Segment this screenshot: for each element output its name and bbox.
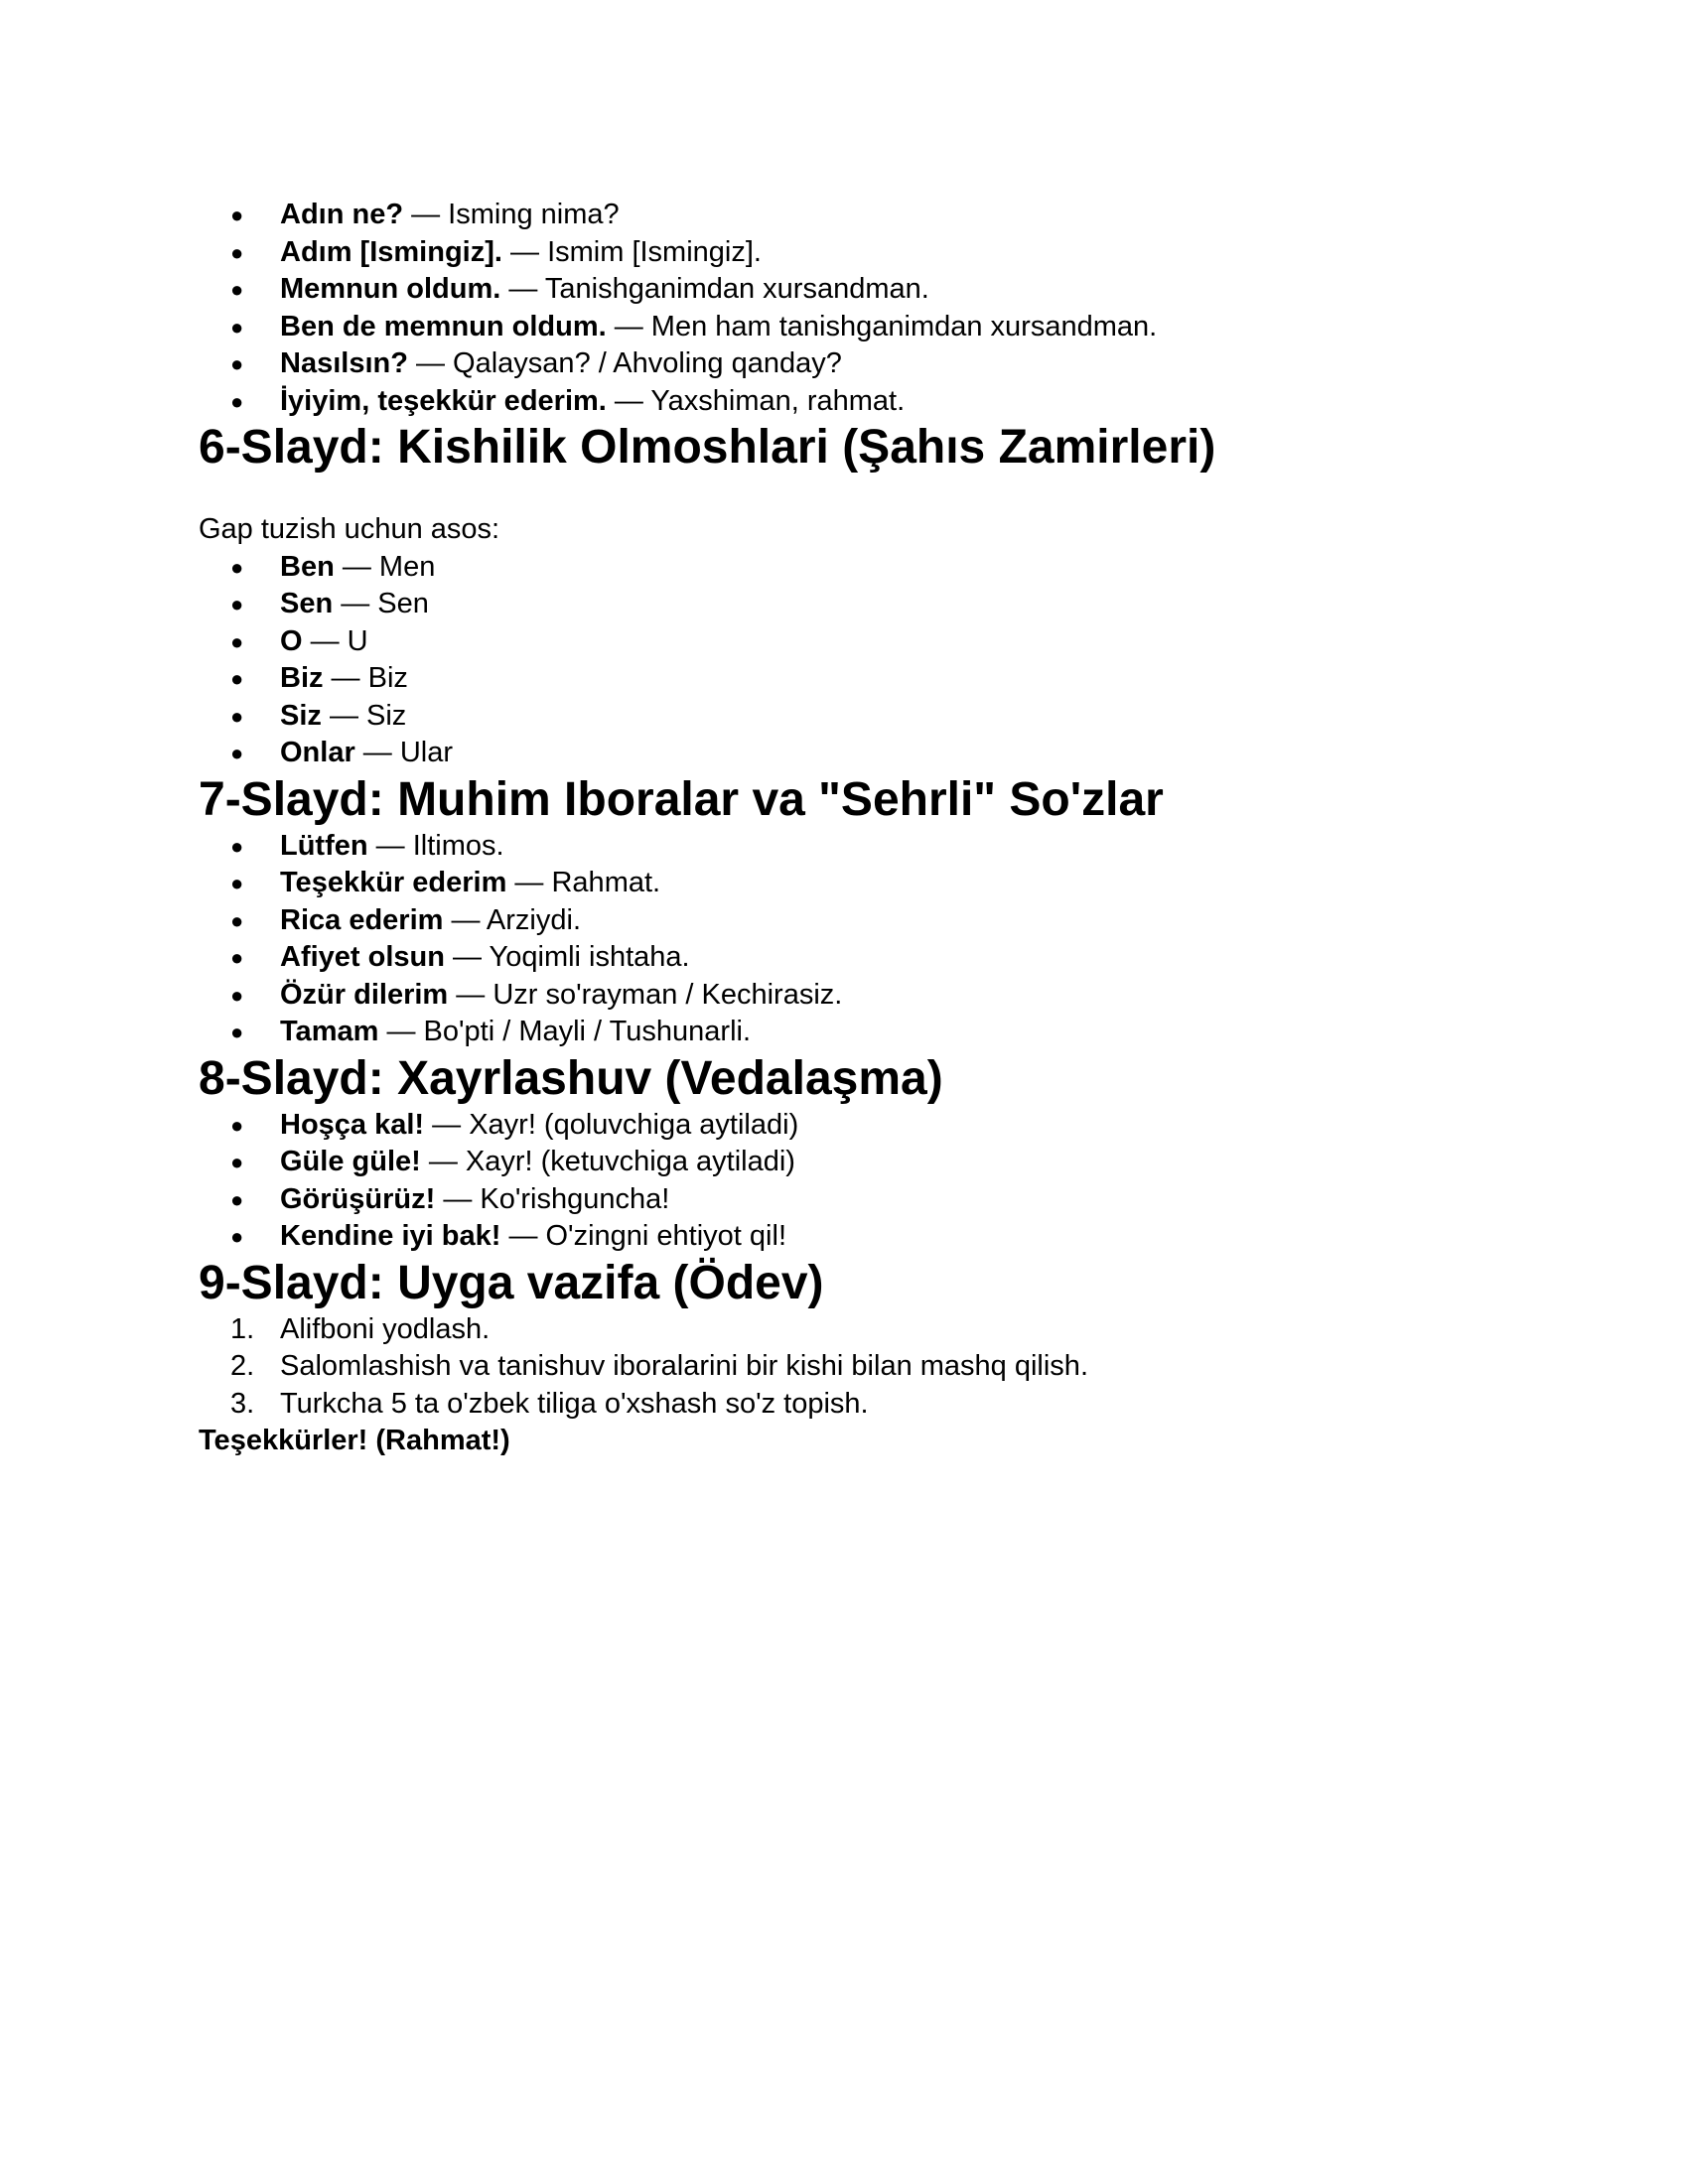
list-item	[199, 271, 1489, 309]
list-item	[199, 623, 1489, 661]
translation: — Yaxshiman, rahmat.	[606, 384, 906, 417]
term: Hoşça kal!	[280, 1108, 425, 1141]
term: Ben	[280, 550, 335, 583]
homework-list	[199, 1311, 1489, 1424]
term: Siz	[280, 699, 322, 732]
translation: — Yoqimli ishtaha.	[444, 941, 690, 973]
term: Görüşürüz!	[280, 1182, 436, 1215]
term: Biz	[280, 662, 324, 694]
list-item	[199, 1386, 1489, 1424]
term: O	[280, 624, 303, 657]
list-item	[199, 383, 1489, 421]
list-item	[199, 1181, 1489, 1219]
slide7-title: 7-Slayd: Muhim Iboralar va "Sehrli" So'zlar	[199, 772, 1164, 826]
translation: — Xayr! (qoluvchiga aytiladi)	[424, 1108, 799, 1141]
list-number: 1.	[230, 1312, 255, 1345]
translation: — U	[302, 624, 368, 657]
term: Adım [Ismingiz].	[280, 235, 502, 268]
list-item	[199, 197, 1489, 234]
list-item	[199, 735, 1489, 772]
translation: — Ko'rishguncha!	[435, 1182, 670, 1215]
slide6-title: 6-Slayd: Kishilik Olmoshlari (Şahıs Zamirleri)	[199, 421, 1216, 474]
term: Kendine iyi bak!	[280, 1220, 501, 1252]
translation: — Biz	[323, 662, 408, 694]
term: Özür dilerim	[280, 978, 449, 1011]
translation: — Ular	[354, 737, 454, 768]
translation: — Isming nima?	[403, 199, 620, 230]
list-item	[199, 660, 1489, 698]
term: Adın ne?	[280, 199, 404, 230]
translation: — Qalaysan? / Ahvoling qanday?	[407, 347, 842, 379]
list-item	[199, 586, 1489, 623]
translation: — Rahmat.	[506, 867, 661, 898]
term: Onlar	[280, 737, 355, 768]
list-item	[199, 549, 1489, 587]
document-content	[199, 197, 1489, 1460]
farewell-list	[199, 1107, 1489, 1256]
translation: — Sen	[333, 588, 429, 619]
slide8-title: 8-Slayd: Xayrlashuv (Vedalaşma)	[199, 1051, 943, 1105]
term: İyiyim, teşekkür ederim.	[280, 384, 607, 417]
term: Lütfen	[280, 829, 368, 862]
term: Nasılsın?	[280, 347, 408, 379]
translation: — Bo'pti / Mayli / Tushunarli.	[378, 1016, 752, 1047]
term: Ben de memnun oldum.	[280, 310, 607, 342]
list-item	[199, 977, 1489, 1015]
translation: — Uzr so'rayman / Kechirasiz.	[448, 978, 843, 1011]
slide9-title: 9-Slayd: Uyga vazifa (Ödev)	[199, 1256, 824, 1309]
phrases-list	[199, 828, 1489, 1051]
term: Memnun oldum.	[280, 273, 501, 305]
list-item	[199, 1218, 1489, 1256]
list-item	[199, 1144, 1489, 1181]
greetings-list	[199, 197, 1489, 420]
list-item	[199, 1014, 1489, 1051]
term: Sen	[280, 588, 334, 619]
list-item	[199, 828, 1489, 866]
list-item	[199, 939, 1489, 977]
list-item	[199, 234, 1489, 272]
slide6-intro: Gap tuzish uchun asos:	[199, 513, 500, 545]
translation: — Xayr! (ketuvchiga aytiladi)	[420, 1146, 795, 1177]
list-item	[199, 1107, 1489, 1145]
list-text: Salomlashish va tanishuv iboralarini bir kishi bilan mashq qilish.	[280, 1350, 1088, 1382]
term: Teşekkür ederim	[280, 867, 507, 898]
list-item	[199, 1311, 1489, 1349]
term: Güle güle!	[280, 1146, 421, 1177]
translation: — Arziydi.	[443, 903, 582, 936]
list-item	[199, 698, 1489, 736]
list-item	[199, 1348, 1489, 1386]
list-number: 3.	[230, 1387, 255, 1420]
translation: — Men ham tanishganimdan xursandman.	[606, 310, 1158, 342]
list-item	[199, 345, 1489, 383]
pronouns-list	[199, 549, 1489, 772]
list-item	[199, 865, 1489, 902]
list-text: Alifboni yodlash.	[280, 1312, 491, 1345]
translation: — Iltimos.	[367, 829, 504, 862]
term: Tamam	[280, 1016, 379, 1047]
list-number: 2.	[230, 1350, 255, 1382]
translation: — Men	[334, 550, 436, 583]
list-text: Turkcha 5 ta o'zbek tiliga o'xshash so'z topish.	[280, 1387, 869, 1420]
translation: — O'zingni ehtiyot qil!	[500, 1220, 786, 1252]
list-item	[199, 902, 1489, 940]
term: Rica ederim	[280, 903, 444, 936]
translation: — Ismim [Ismingiz].	[501, 235, 762, 268]
list-item	[199, 309, 1489, 346]
translation: — Tanishganimdan xursandman.	[500, 273, 929, 305]
term: Afiyet olsun	[280, 941, 445, 973]
closing-text: Teşekkürler! (Rahmat!)	[199, 1425, 510, 1456]
translation: — Siz	[321, 699, 407, 732]
